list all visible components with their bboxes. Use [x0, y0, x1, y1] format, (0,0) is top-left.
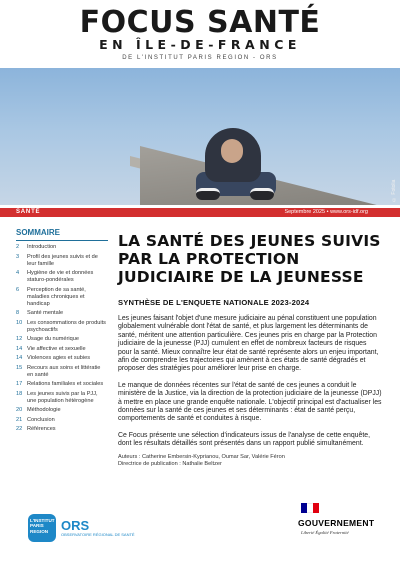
toc-page-number: 8 — [16, 310, 20, 316]
toc-label: Usage du numérique — [27, 336, 79, 342]
toc-item[interactable] — [16, 355, 108, 362]
ors-fullname: OBSERVATOIRE RÉGIONAL DE SANTÉ — [61, 532, 135, 537]
toc-label: Perception de sa santé, maladies chroniques et handicap — [27, 286, 86, 307]
article-subtitle: SYNTHÈSE DE L'ENQUETE NATIONALE 2023-2024 — [118, 298, 310, 307]
authors: Auteurs : Catherine Embersin-Kyprianou, Oumar Sar, Valérie Féron — [118, 453, 285, 460]
toc-label: Méthodologie — [27, 407, 61, 413]
toc-label: Références — [27, 426, 56, 432]
hero-photo — [0, 68, 400, 205]
toc-page-number: 22 — [16, 426, 23, 432]
toc-page-number: 6 — [16, 286, 20, 293]
paragraph: Ce Focus présente une sélection d'indicateurs issus de l'analyse de cette enquête, dont les résultats détaillés sont présentés dans un rapport publié simultanément. — [118, 431, 370, 448]
table-of-contents — [16, 228, 108, 436]
institut-paris-region-logo: L'INSTITUT PARIS REGION — [28, 514, 56, 542]
toc-item[interactable] — [16, 336, 108, 343]
section-label: SANTÉ — [16, 209, 41, 215]
toc-page-number: 14 — [16, 355, 23, 361]
toc-label: Recours aux soins et littératie en santé — [27, 364, 101, 378]
sneaker-left — [196, 188, 220, 200]
toc-page-number: 18 — [16, 390, 23, 397]
ors-acronym: ORS — [61, 518, 90, 533]
toc-label: Santé mentale — [27, 310, 64, 316]
section-bar — [0, 208, 400, 217]
government-name: GOUVERNEMENT — [298, 518, 375, 528]
article — [118, 232, 382, 468]
toc-label: Conclusion — [27, 416, 55, 423]
toc-item[interactable] — [16, 310, 108, 317]
toc-label: Introduction — [27, 244, 57, 250]
toc-label: Les consommations de produits psychoactifs — [27, 319, 106, 333]
article-title: LA SANTÉ DES JEUNES SUIVIS PAR LA PROTECTION JUDICIAIRE DE LA JEUNESSE — [118, 232, 381, 286]
toc-item[interactable] — [16, 407, 108, 414]
person-face — [221, 139, 243, 163]
brand-title: FOCUS SANTÉ — [79, 5, 321, 40]
ors-logo — [28, 514, 135, 542]
paragraph: Les jeunes faisant l'objet d'une mesure judiciaire au pénal constituent une population globalement vulnérable dont l'état de santé, et plus largement les déterminants de santé, méritent une attention particulière. Ces jeunes pris en charge par la Protection judiciaire de la jeunesse (PJJ) cumulent en effet de nombreux facteurs de risques pour la santé. Mieux connaître leur état de santé représente alors un enjeu important, afin de comprendre les trajectoires qui amènent à ces états de santé dégradés et proposer des stratégies pour améliorer leur prise en charge. — [118, 315, 379, 373]
toc-page-number: 10 — [16, 319, 23, 326]
publication-director: Directrice de publication : Nathalie Beltzer — [118, 460, 222, 467]
masthead — [0, 0, 400, 72]
toc-page-number: 12 — [16, 336, 23, 342]
toc-item[interactable] — [16, 417, 108, 424]
toc-page-number: 2 — [16, 244, 20, 250]
issue-meta: Septembre 2025 • www.ors-idf.org — [284, 209, 368, 215]
toc-label: Hygiène de vie et données staturo-pondérales — [27, 270, 94, 283]
sneaker-right — [250, 188, 274, 200]
toc-page-number: 14 — [16, 345, 23, 352]
toc-item[interactable] — [16, 346, 108, 353]
toc-page-number: 17 — [16, 381, 23, 387]
brand-region: EN ÎLE-DE-FRANCE — [99, 37, 301, 52]
french-flag-icon — [301, 503, 319, 513]
toc-item[interactable] — [16, 381, 108, 388]
toc-label: Violences agies et subies — [27, 355, 91, 361]
toc-page-number: 4 — [16, 270, 20, 276]
toc-item[interactable] — [16, 320, 108, 334]
toc-page-number: 20 — [16, 407, 23, 413]
toc-page-number: 3 — [16, 253, 20, 260]
toc-item[interactable] — [16, 426, 108, 433]
ors-wordmark — [61, 519, 135, 537]
toc-label: Relations familiales et sociales — [27, 381, 104, 387]
toc-item[interactable] — [16, 391, 108, 405]
toc-item[interactable] — [16, 365, 108, 379]
toc-item[interactable] — [16, 287, 108, 308]
toc-item[interactable] — [16, 244, 108, 251]
toc-label: Les jeunes suivis par la PJJ, une population hétérogène — [27, 390, 98, 404]
toc-label: Profil des jeunes suivis et de leur famille — [27, 253, 98, 267]
toc-item[interactable] — [16, 270, 108, 284]
paragraph: Le manque de données récentes sur l'état de santé de ces jeunes a conduit le ministère de la Justice, via la direction de la protection judiciaire de la jeunesse (DPJJ) à mettre en place une grande enquête nationale. L'objectif principal est d'actualiser les données sur la santé de ces jeunes et ses déterminants : état de santé perçu, comportements de santé et conduites à risque. — [118, 381, 382, 423]
toc-item[interactable] — [16, 254, 108, 268]
government-motto: Liberté Égalité Fraternité — [301, 530, 349, 535]
photo-credit: © Fotolia — [391, 179, 397, 202]
brand-tagline: DE L'INSTITUT PARIS REGION - ORS — [122, 55, 278, 61]
toc-page-number: 15 — [16, 364, 23, 371]
government-logo — [298, 503, 375, 535]
toc-label: Vie affective et sexuelle — [27, 345, 86, 352]
toc-title: SOMMAIRE — [16, 228, 108, 241]
toc-page-number: 21 — [16, 416, 23, 423]
